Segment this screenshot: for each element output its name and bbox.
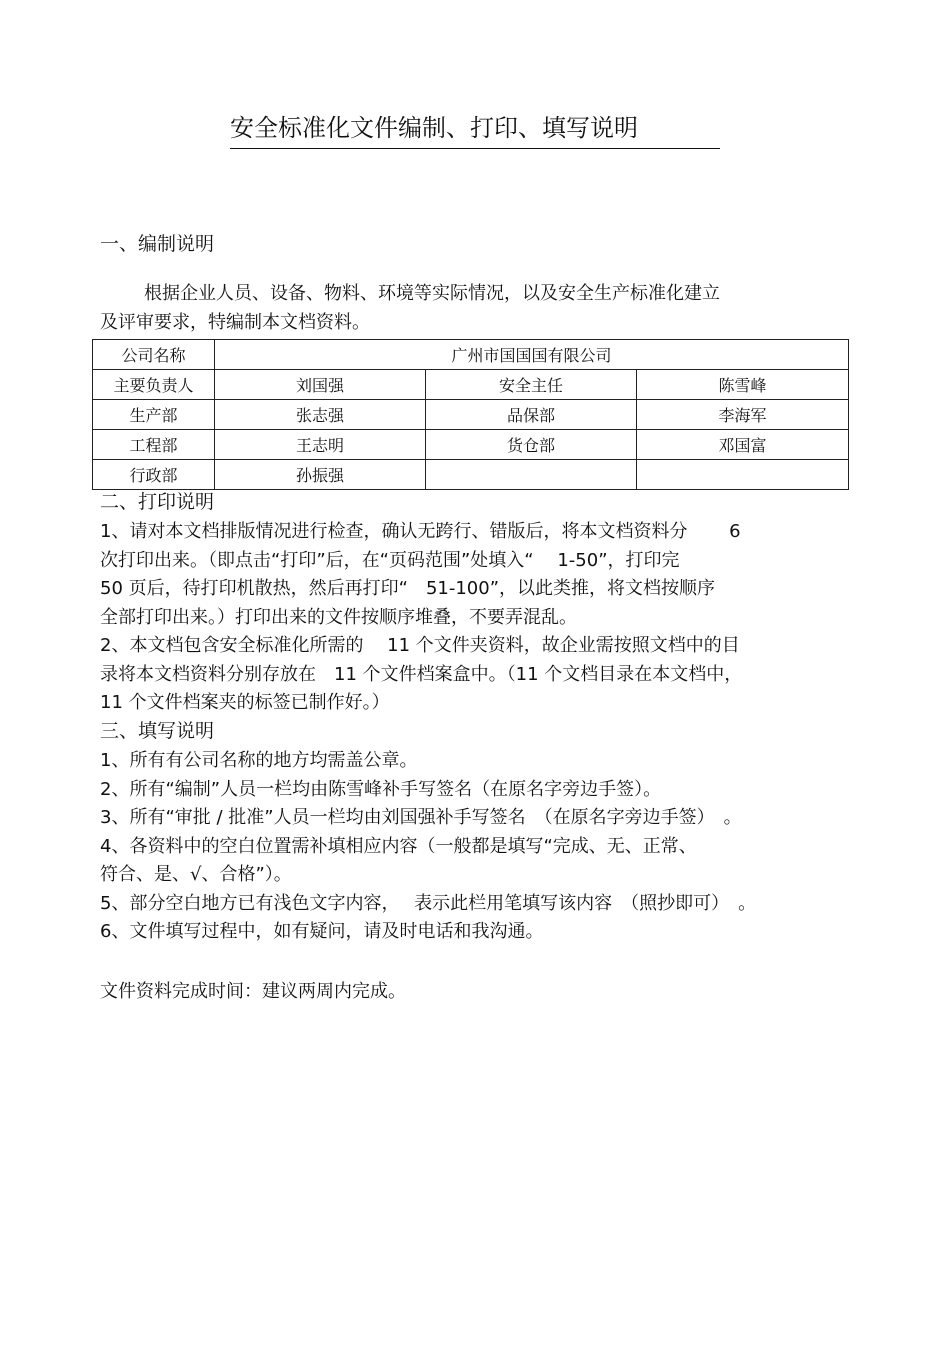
fill-item: 符合、是、√、合格”）。 xyxy=(100,864,292,885)
table-cell: 张志强 xyxy=(215,400,426,430)
table-cell: 陈雪峰 xyxy=(637,370,849,400)
compile-line-2: 及评审要求，特编制本文档资料。 xyxy=(100,311,370,333)
fill-item: 5、部分空白地方已有浅色文字内容， 表示此栏用笔填写该内容 （照抄即可） 。 xyxy=(100,892,757,914)
table-cell: 主要负责人 xyxy=(93,370,215,400)
table-cell: 刘国强 xyxy=(215,370,426,400)
table-cell: 工程部 xyxy=(93,430,215,460)
table-cell: 行政部 xyxy=(93,460,215,490)
fill-item: 3、所有“审批 / 批准”人员一栏均由刘国强补手写签名 （在原名字旁边手签） 。 xyxy=(100,807,742,828)
print-line: 录将本文档资料分别存放在 11 个文件档案盒中。（11 个文档目录在本文档中， xyxy=(100,663,743,685)
fill-item: 2、所有“编制”人员一栏均由陈雪峰补手写签名（在原名字旁边手签）。 xyxy=(100,778,662,800)
table-row xyxy=(93,400,849,430)
table-cell: 品保部 xyxy=(426,400,637,430)
fill-item: 4、各资料中的空白位置需补填相应内容（一般都是填写“完成、无、正常、 xyxy=(100,835,697,857)
compile-paragraph xyxy=(100,280,852,337)
fill-item: 6、文件填写过程中，如有疑问，请及时电话和我沟通。 xyxy=(100,921,544,942)
table-row xyxy=(93,460,849,490)
table-cell xyxy=(426,460,637,490)
table-cell xyxy=(637,460,849,490)
table-row xyxy=(93,430,849,460)
table-row xyxy=(93,370,849,400)
completion-time: 文件资料完成时间：建议两周内完成。 xyxy=(100,981,406,1002)
table-cell: 公司名称 xyxy=(93,340,215,370)
table-cell: 货仓部 xyxy=(426,430,637,460)
table-cell: 邓国富 xyxy=(637,430,849,460)
table-cell: 孙振强 xyxy=(215,460,426,490)
section-heading-fill: 三、填写说明 xyxy=(100,720,215,742)
table-cell: 生产部 xyxy=(93,400,215,430)
company-info-table xyxy=(92,339,849,490)
print-line: 次打印出来。（即点击“打印”后，在“页码范围”处填入“ 1-50”，打印完 xyxy=(100,549,680,571)
fill-instructions xyxy=(100,747,860,947)
print-line: 2、本文档包含安全标准化所需的 11 个文件夹资料，故企业需按照文档中的目 xyxy=(100,635,740,656)
print-line: 1、请对本文档排版情况进行检查，确认无跨行、错版后，将本文档资料分 6 xyxy=(100,521,741,542)
table-cell: 安全主任 xyxy=(426,370,637,400)
print-paragraph-2 xyxy=(100,632,860,718)
table-cell: 李海军 xyxy=(637,400,849,430)
section-heading-print: 二、打印说明 xyxy=(100,491,215,513)
print-line: 50 页后，待打印机散热，然后再打印“ 51-100”，以此类推，将文档按顺序 xyxy=(100,578,716,599)
print-paragraph-1 xyxy=(100,518,860,632)
table-cell: 广州市国国国有限公司 xyxy=(215,340,849,370)
print-line: 11 个文件档案夹的标签已制作好。） xyxy=(100,692,390,713)
print-line: 全部打印出来。）打印出来的文件按顺序堆叠，不要弄混乱。 xyxy=(100,606,577,628)
section-heading-compile: 一、编制说明 xyxy=(100,233,215,255)
table-cell: 王志明 xyxy=(215,430,426,460)
page-title: 安全标准化文件编制、打印、填写说明 xyxy=(230,112,720,149)
compile-line-1: 根据企业人员、设备、物料、环境等实际情况，以及安全生产标准化建立 xyxy=(144,283,720,304)
table-row xyxy=(93,340,849,370)
fill-item: 1、所有有公司名称的地方均需盖公章。 xyxy=(100,750,418,771)
